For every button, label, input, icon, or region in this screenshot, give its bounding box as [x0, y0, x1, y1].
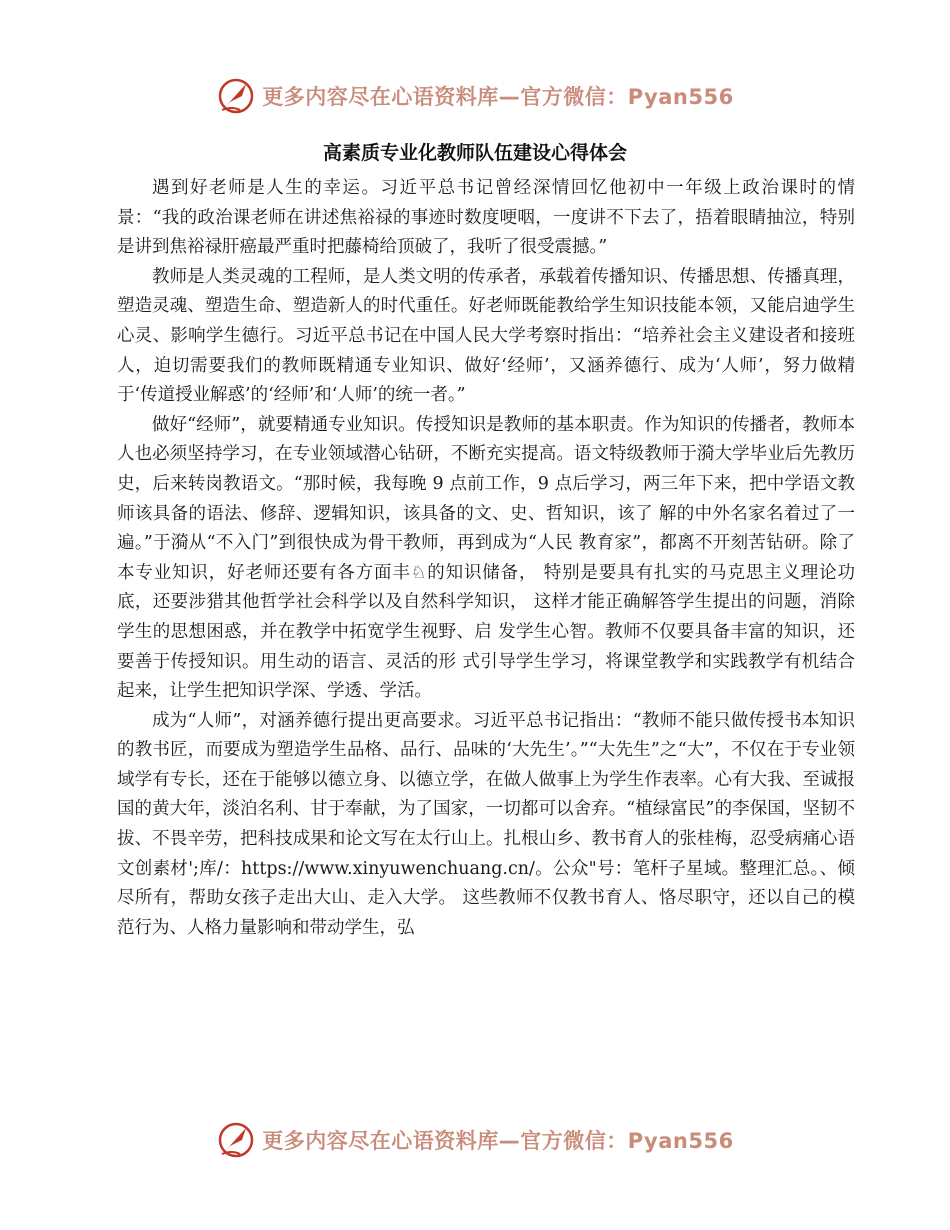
header-watermark-text: 更多内容尽在心语资料库—官方微信：Pyan556	[262, 85, 734, 109]
paragraph-2: 教师是人类灵魂的工程师，是人类文明的传承者，承载着传播知识、传播思想、传播真理，塑造灵魂、塑造生命、塑造新人的时代重任。好老师既能教给学生知识技能本领，又能启迪学生心灵、影响学生德行。习近平总书记在中国人民大学考察时指出：“培养社会主义建设者和接班人，迫切需要我们的教师既精通专业知识、做好‘经师’，又涵养德行、成为‘人师’，努力做精于‘传道授业解惑’的‘经师’和‘人师’的统一者。”	[117, 266, 855, 406]
footer-watermark-text: 更多内容尽在心语资料库—官方微信：Pyan556	[262, 1129, 734, 1153]
header-watermark	[0, 74, 950, 118]
quill-logo-icon	[216, 1120, 256, 1160]
quill-logo-icon	[216, 76, 256, 116]
paragraph-3: 做好“经师”，就要精通专业知识。传授知识是教师的基本职责。作为知识的传播者，教师本人也必须坚持学习，在专业领域潜心钻研，不断充实提高。语文特级教师于漪大学毕业后先教历史，后来转岗教语文。“那时候，我每晚 9 点前工作，9 点后学习，两三年下来，把中学语文教师该具备的语法、修辞、逻辑知识，该具备的文、史、哲知识，该了 解的中外名家名着过了一遍。”于漪从“不入门”到很快成为骨干教师，再到成为“人民 教育家”，都离不开刻苦钻研。除了本专业知识，好老师还要有各方面丰♘的知识储备， 特别是要具有扎实的马克思主义理论功底，还要涉猎其他哲学社会科学以及自然科学知识， 这样才能正确解答学生提出的问题，消除学生的思想困惑，并在教学中拓宽学生视野、启 发学生心智。教师不仅要具备丰富的知识，还要善于传授知识。用生动的语言、灵活的形 式引导学生学习，将课堂教学和实践教学有机结合起来，让学生把知识学深、学透、学活。	[117, 414, 855, 702]
paragraph-1: 遇到好老师是人生的幸运。习近平总书记曾经深情回忆他初中一年级上政治课时的情景：“我的政治课老师在讲述焦裕禄的事迹时数度哽咽，一度讲不下去了，捂着眼睛抽泣，特别是讲到焦裕禄肝癌最严重时把藤椅给顶破了，我听了很受震撼。”	[117, 178, 855, 258]
paragraph-4: 成为“人师”，对涵养德行提出更高要求。习近平总书记指出：“教师不能只做传授书本知识的教书匠，而要成为塑造学生品格、品行、品味的‘大先生’。”“大先生”之“大”，不仅在于专业领域学有专长，还在于能够以德立身、以德立学，在做人做事上为学生作表率。心有大我、至诚报国的黄大年，淡泊名利、甘于奉献，为了国家，一切都可以舍弃。“植绿富民”的李保国，坚韧不拔、不畏辛劳，把科技成果和论文写在太行山上。扎根山乡、教书育人的张桂梅，忍受病痛心语文创素材';库/：https://www.xinyuwenchuang.cn/。公众"号：笔杆子星域。整理汇总。、倾尽所有，帮助女孩子走出大山、走入大学。 这些教师不仅教书育人、恪尽职守，还以自己的模范行为、人格力量影响和带动学生，弘	[117, 710, 855, 938]
page-title: 高素质专业化教师队伍建设心得体会	[322, 142, 627, 164]
document-body	[117, 174, 855, 943]
footer-watermark	[0, 1118, 950, 1162]
